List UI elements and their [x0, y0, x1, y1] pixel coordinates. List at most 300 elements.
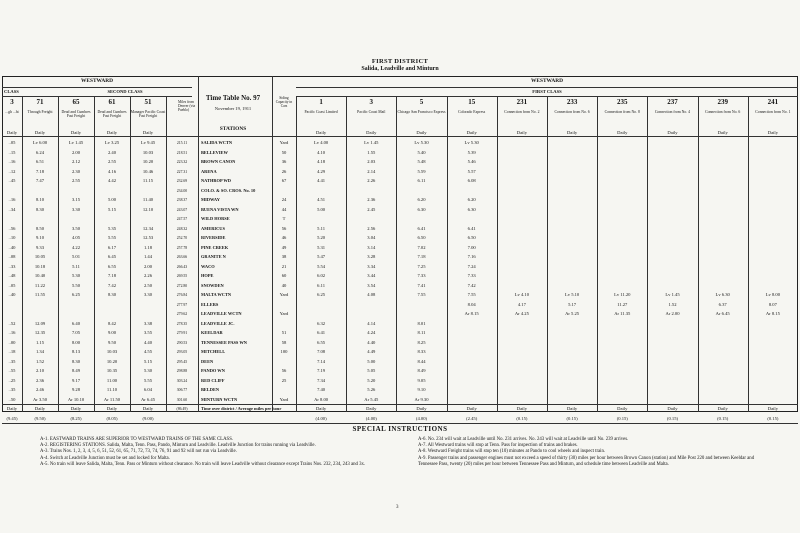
right-time-cell: 7.25 — [417, 263, 426, 269]
right-time-cell — [647, 157, 697, 167]
left-time-cell: ..25 — [8, 377, 16, 383]
right-time-cell — [597, 195, 647, 205]
right-time-cell — [647, 347, 697, 357]
right-time-cell: 4.41 — [317, 178, 326, 183]
right-time-cell — [597, 186, 647, 196]
left-class-label: CLASS — [4, 89, 19, 94]
right-time-cell — [748, 176, 798, 186]
right-time-cell — [346, 309, 396, 319]
right-time-cell — [597, 214, 647, 224]
right-time-cell: 6.25 — [317, 292, 326, 297]
right-time-cell — [647, 138, 697, 148]
left-time-cell: 2.46 — [35, 387, 45, 392]
left-time-cell: 2.30 — [71, 168, 81, 174]
mileage-cell: 293.05 — [176, 350, 188, 354]
right-time-cell — [647, 167, 697, 177]
right-time-cell — [597, 281, 647, 291]
left-train-name: Manager Pacific Coast Fast Freight — [130, 110, 166, 119]
right-time-cell: (0.15) — [516, 415, 528, 421]
right-time-cell: 5.48 — [417, 159, 426, 164]
mileage-cell: 298.88 — [176, 369, 188, 373]
left-time-cell: Ar 10.10 — [67, 396, 85, 402]
right-time-cell: 7.18 — [417, 254, 426, 259]
station-name: NATHROP WD — [201, 178, 231, 183]
left-train-days: Daily — [70, 130, 82, 135]
left-time-cell: (9.00) — [142, 415, 154, 421]
right-time-cell — [597, 167, 647, 177]
left-time-cell: 3.15 — [71, 197, 81, 202]
left-time-cell: 7.18 — [107, 273, 117, 278]
siding-capacity-cell — [272, 404, 296, 414]
left-time-cell: 8.00 — [71, 339, 81, 345]
right-time-cell — [547, 395, 597, 405]
right-train-days: Daily — [315, 130, 327, 135]
mileage-cell: 223.32 — [176, 160, 188, 164]
table-row — [0, 214, 800, 224]
right-time-cell — [748, 281, 798, 291]
siding-capacity-cell: Yard — [279, 140, 289, 145]
left-time-cell: ..52 — [8, 320, 16, 326]
right-time-cell — [748, 366, 798, 376]
left-time-cell — [94, 214, 130, 224]
instruction-paragraph: A-3. Trains Nos. 1, 2, 3, 4, 5, 6, 51, 52, 61, 65, 71, 72, 73, 74, 76, 91 and 92 will not run via Leadville. — [40, 449, 237, 455]
right-time-cell: Lv 5.30 — [414, 140, 429, 145]
right-train-number: 231 — [516, 98, 528, 106]
right-time-cell — [597, 243, 647, 253]
mileage-cell — [166, 414, 198, 424]
instruction-paragraph: A-5. No train will leave Salida, Malta, Tenn. Pass or Minturn without clearance. No train will leave Leadville without clearance except Trains Nos. 232, 234, 243 and 3x. — [40, 461, 366, 467]
left-time-cell: 2.50 — [143, 282, 153, 288]
right-time-cell — [547, 347, 597, 357]
left-time-cell: 10.05 — [34, 254, 46, 259]
right-time-cell: Ar 4.25 — [514, 311, 529, 316]
table-row — [0, 243, 800, 253]
right-time-cell — [346, 300, 396, 310]
right-time-cell: Ar 6.45 — [715, 311, 730, 316]
table-row — [0, 281, 800, 291]
right-time-cell — [748, 319, 798, 329]
right-time-cell — [748, 271, 798, 281]
left-time-cell — [22, 300, 58, 310]
left-time-cell: ..05 — [8, 140, 16, 145]
left-time-cell: Lv 6.00 — [32, 140, 48, 145]
station-name: MALTA WCTN — [201, 292, 232, 297]
table-row — [0, 338, 800, 348]
left-time-cell: 10.18 — [34, 263, 46, 269]
right-time-cell: (0.15) — [616, 415, 628, 421]
right-train-name: Pacific Coast Limited — [304, 110, 338, 114]
mileage-cell: 272.80 — [176, 283, 188, 288]
left-time-cell: 4.55 — [143, 349, 153, 354]
right-time-cell — [547, 148, 597, 158]
left-time-cell: 5.01 — [71, 254, 81, 259]
right-time-cell: 7.55 — [417, 292, 426, 297]
siding-capacity-cell: 100 — [280, 349, 288, 354]
table-row — [0, 167, 800, 177]
right-time-cell: Lv 5.10 — [564, 292, 580, 297]
instructions-left-column — [40, 437, 390, 468]
right-time-cell — [597, 148, 647, 158]
right-time-cell — [447, 328, 497, 338]
right-time-cell: 4.49 — [367, 349, 376, 354]
right-time-cell — [698, 319, 748, 329]
station-name — [198, 414, 272, 424]
left-time-cell: 12.10 — [142, 206, 154, 212]
left-time-cell: Lv 3.25 — [104, 140, 120, 145]
right-time-cell — [396, 300, 446, 310]
left-time-cell: ..45 — [8, 178, 16, 183]
right-time-cell — [698, 385, 748, 395]
left-time-cell — [130, 214, 166, 224]
right-time-cell — [647, 176, 697, 186]
left-time-cell: ..50 — [8, 396, 16, 402]
right-time-cell: 7.08 — [317, 349, 326, 354]
mileage-cell: 301.60 — [176, 397, 188, 402]
right-time-cell: 6.11 — [317, 282, 326, 288]
right-time-cell: 2.36 — [367, 197, 376, 202]
station-name: WILD HORSE — [201, 216, 230, 221]
right-time-cell — [497, 214, 547, 224]
right-time-cell: Lv 11.20 — [614, 292, 631, 297]
station-name: LEADVILLE JC. — [201, 320, 235, 326]
right-time-cell: 7.24 — [467, 263, 476, 269]
table-row — [0, 138, 800, 148]
left-time-cell: ..48 — [8, 273, 16, 278]
right-time-cell: Ar 11.35 — [614, 311, 631, 316]
right-time-cell: 2.14 — [367, 168, 376, 174]
right-time-cell: 2.45 — [367, 206, 376, 212]
right-time-cell — [597, 357, 647, 367]
left-time-cell: 2.12 — [71, 159, 81, 164]
special-instructions-heading: SPECIAL INSTRUCTIONS — [352, 425, 448, 433]
left-time-cell: 2.36 — [35, 377, 45, 383]
left-time-cell: 6.25 — [71, 292, 81, 297]
right-time-cell — [547, 319, 597, 329]
station-name: MIDWAY — [201, 197, 220, 202]
left-train-name: Through Freight — [27, 110, 53, 114]
left-time-cell: ..12 — [8, 168, 16, 174]
right-time-cell — [547, 271, 597, 281]
right-time-cell — [447, 186, 497, 196]
right-time-cell: Ar 8.00 — [314, 396, 329, 402]
right-time-cell — [698, 328, 748, 338]
right-time-cell: 8.33 — [417, 349, 426, 354]
station-name: Time over district / Average miles per hour — [201, 406, 282, 411]
right-time-cell: 3.44 — [367, 273, 376, 278]
right-train-name: Connection from No. 4 — [654, 110, 691, 114]
table-row — [0, 262, 800, 272]
right-time-cell — [597, 338, 647, 348]
right-time-cell — [497, 376, 547, 386]
left-time-cell — [130, 309, 166, 319]
right-time-cell — [396, 186, 446, 196]
right-time-cell — [547, 157, 597, 167]
right-time-cell: 7.14 — [317, 358, 326, 364]
left-time-cell: 7.05 — [71, 330, 81, 335]
siding-capacity-cell — [272, 319, 296, 329]
right-time-cell — [647, 281, 697, 291]
left-time-cell: ..16 — [8, 159, 16, 164]
right-time-cell: Lv 6.30 — [715, 292, 730, 297]
right-time-cell — [447, 357, 497, 367]
right-time-cell: (4.00) — [365, 415, 377, 421]
right-time-cell: Lv 4.10 — [514, 292, 530, 297]
left-time-cell: 9.28 — [71, 387, 81, 392]
mileage-cell: 295.45 — [176, 359, 188, 364]
right-time-cell — [497, 224, 547, 234]
right-time-cell — [447, 385, 497, 395]
mileage-cell: 276.84 — [176, 293, 188, 297]
right-time-cell — [698, 176, 748, 186]
siding-capacity-cell: 50 — [281, 149, 287, 155]
left-time-cell — [2, 214, 22, 224]
table-row — [0, 186, 800, 196]
station-name: ARENA — [201, 168, 217, 174]
siding-capacity-cell: Yard — [279, 292, 289, 297]
right-time-cell — [647, 214, 697, 224]
mileage-cell: 234.00 — [176, 188, 188, 193]
right-time-cell — [698, 262, 748, 272]
station-name: PINE CREEK — [201, 244, 229, 250]
left-time-cell: 11.22 — [34, 282, 46, 288]
mileage-cell: 252.70 — [176, 236, 188, 240]
right-time-cell — [748, 252, 798, 262]
left-train-number: 3 — [10, 98, 14, 106]
left-time-cell — [130, 186, 166, 196]
right-time-cell: 5.17 — [568, 301, 577, 307]
right-time-cell: 6.37 — [718, 301, 727, 307]
table-row — [0, 205, 800, 215]
right-time-cell — [296, 186, 346, 196]
timetable-number: Time Table No. 97 — [205, 94, 261, 102]
right-time-cell — [748, 167, 798, 177]
left-train-number: 51 — [144, 98, 152, 106]
left-time-cell: Ar 3.50 — [32, 396, 48, 402]
right-time-cell — [447, 366, 497, 376]
right-time-cell — [547, 233, 597, 243]
station-name: WACO — [201, 263, 215, 269]
right-time-cell: 4.10 — [317, 149, 326, 155]
instruction-paragraph: A-2. REGISTERING STATIONS. Salida, Malta, Tenn. Pass, Pando, Minturn and Leadville. Leadville Junction for trains running via Leadville. — [40, 443, 316, 449]
right-time-cell: (4.00) — [315, 415, 327, 421]
left-time-cell — [58, 214, 94, 224]
right-time-cell — [647, 262, 697, 272]
station-name: BUENA VISTA WN — [201, 206, 239, 212]
left-train-name: ...gh ...ht — [5, 110, 19, 114]
right-train-name: Connection from No. 2 — [504, 110, 540, 114]
right-time-cell — [497, 347, 547, 357]
left-time-cell: 2.55 — [107, 159, 117, 164]
table-row — [0, 224, 800, 234]
right-time-cell: 8.04 — [467, 301, 476, 307]
district-title: FIRST DISTRICT — [371, 58, 429, 65]
table-row — [0, 148, 800, 158]
right-time-cell: 7.55 — [467, 292, 476, 297]
left-time-cell: Daily — [106, 406, 118, 411]
right-time-cell — [447, 347, 497, 357]
right-time-cell — [748, 385, 798, 395]
right-time-cell — [698, 157, 748, 167]
right-time-cell — [547, 338, 597, 348]
right-time-cell — [597, 262, 647, 272]
left-time-cell: 10.03 — [106, 349, 118, 354]
left-time-cell: 10.46 — [142, 168, 154, 174]
right-train-number: 3 — [369, 98, 374, 106]
right-time-cell: 6.11 — [417, 178, 426, 183]
left-time-cell: 8.10 — [35, 197, 45, 202]
right-time-cell: 9.05 — [417, 377, 426, 383]
right-time-cell — [647, 328, 697, 338]
left-time-cell: (8.25) — [70, 415, 82, 421]
left-time-cell: 9.50 — [107, 339, 117, 345]
siding-capacity-cell: 56 — [281, 368, 287, 373]
siding-capacity-cell — [272, 186, 296, 196]
siding-capacity-cell: 26 — [281, 168, 287, 174]
table-row — [0, 195, 800, 205]
station-name: BELLEVIEW — [201, 149, 228, 155]
right-time-cell — [698, 338, 748, 348]
mileage-cell: 215.11 — [176, 141, 188, 145]
left-time-cell — [58, 309, 94, 319]
right-time-cell — [547, 138, 597, 148]
right-time-cell: 5.59 — [417, 168, 426, 174]
siding-capacity-cell: 44 — [281, 206, 287, 212]
siding-capacity-cell — [272, 357, 296, 367]
right-train-days: Daily — [667, 130, 678, 135]
right-time-cell: 5.57 — [467, 168, 476, 174]
left-time-cell: ..05 — [8, 282, 16, 288]
left-time-cell: 8.30 — [35, 206, 45, 212]
right-time-cell: 1.55 — [367, 149, 376, 155]
mileage-cell: 218.51 — [176, 150, 188, 155]
table-row — [0, 271, 800, 281]
left-time-cell: Daily — [34, 406, 46, 411]
left-time-cell — [58, 300, 94, 310]
right-train-days: Daily — [366, 130, 377, 135]
siding-capacity-cell: 56 — [281, 225, 287, 231]
right-time-cell — [497, 195, 547, 205]
right-time-cell — [296, 309, 346, 319]
table-row — [0, 157, 800, 167]
right-time-cell — [698, 195, 748, 205]
mileage-cell: 306.77 — [176, 388, 188, 392]
left-time-cell: 10.20 — [142, 159, 154, 164]
left-time-cell: Ar 11.50 — [103, 396, 121, 402]
right-train-days: Daily — [566, 130, 578, 135]
left-time-cell: ..10 — [8, 235, 16, 240]
left-time-cell: ..08 — [8, 254, 16, 259]
right-time-cell — [597, 376, 647, 386]
left-time-cell: 7.18 — [35, 168, 45, 174]
left-time-cell: 4.22 — [71, 244, 81, 250]
right-time-cell: 5.39 — [467, 149, 476, 155]
right-time-cell: Lv 5.30 — [464, 140, 479, 145]
left-time-cell: 5.35 — [107, 225, 117, 231]
right-time-cell: 7.00 — [467, 244, 476, 250]
right-time-cell — [497, 319, 547, 329]
right-time-cell: 5.26 — [367, 387, 376, 392]
mileage-cell: 290.53 — [176, 340, 188, 345]
right-time-cell — [597, 347, 647, 357]
right-time-cell: 4.24 — [367, 330, 376, 335]
right-time-cell: 3.54 — [367, 282, 376, 288]
table-row — [0, 176, 800, 186]
right-time-cell — [647, 148, 697, 158]
right-time-cell: 2.56 — [367, 225, 376, 231]
right-time-cell: 6.30 — [417, 206, 426, 212]
table-row — [0, 366, 800, 376]
right-time-cell: 1.52 — [668, 301, 677, 307]
left-time-cell: ..40 — [8, 292, 16, 297]
right-train-name: Chicago San Francisco Express — [397, 110, 446, 114]
left-time-cell: 2.26 — [143, 273, 153, 278]
right-time-cell — [698, 281, 748, 291]
left-time-cell: 12.35 — [34, 330, 46, 335]
mileage-cell: 279.62 — [176, 312, 188, 316]
mileage-cell: 269.55 — [176, 274, 188, 278]
left-time-cell: ..35 — [8, 387, 16, 392]
row-divider — [2, 423, 798, 424]
right-time-cell: 5.54 — [317, 263, 326, 269]
right-time-cell: (0.15) — [717, 415, 729, 421]
right-train-number: 235 — [617, 98, 628, 106]
right-time-cell — [547, 252, 597, 262]
left-time-cell: ..16 — [8, 197, 16, 202]
mileage-cell: 243.07 — [176, 207, 188, 212]
left-time-cell: 9.00 — [107, 330, 117, 335]
left-time-cell: 8.30 — [107, 292, 117, 297]
right-time-cell — [497, 252, 547, 262]
right-time-cell — [547, 186, 597, 196]
right-time-cell — [497, 395, 547, 405]
mileage-cell: (86.49) — [176, 407, 188, 411]
instruction-paragraph: A-4. Switch at Leadville Junction must be set and locked for Malta. — [40, 455, 170, 461]
right-time-cell — [547, 262, 597, 272]
right-time-cell: 11.27 — [617, 301, 628, 307]
right-time-cell — [647, 271, 697, 281]
right-time-cell — [748, 224, 798, 234]
right-time-cell — [597, 395, 647, 405]
left-time-cell: 1.34 — [35, 349, 45, 354]
station-name: RED CLIFF — [201, 377, 225, 383]
right-time-cell: 4.18 — [317, 159, 326, 164]
right-train-name: Connection from No. 1 — [755, 110, 791, 114]
left-time-cell — [2, 300, 22, 310]
right-time-cell: 6.41 — [467, 225, 476, 231]
right-train-name: Connection from No. 6 — [705, 110, 741, 114]
right-time-cell — [497, 138, 547, 148]
right-time-cell — [647, 233, 697, 243]
right-time-cell: 4.17 — [517, 301, 526, 307]
right-time-cell — [698, 357, 748, 367]
right-time-cell: 6.50 — [417, 235, 426, 240]
left-time-cell — [22, 309, 58, 319]
right-time-cell — [698, 271, 748, 281]
left-time-cell: 4.05 — [71, 235, 81, 240]
right-time-cell — [547, 214, 597, 224]
station-name: KEELDAR — [201, 330, 223, 335]
station-name: DEEN — [201, 358, 214, 364]
right-time-cell — [748, 157, 798, 167]
right-time-cell — [497, 205, 547, 215]
right-time-cell — [647, 205, 697, 215]
right-time-cell: 4.51 — [317, 197, 326, 202]
right-time-cell: 7.40 — [317, 387, 326, 392]
right-time-cell: Daily — [566, 406, 578, 411]
right-time-cell: Daily — [416, 406, 427, 411]
right-time-cell: 6.08 — [467, 178, 476, 183]
right-time-cell: Daily — [667, 406, 678, 411]
